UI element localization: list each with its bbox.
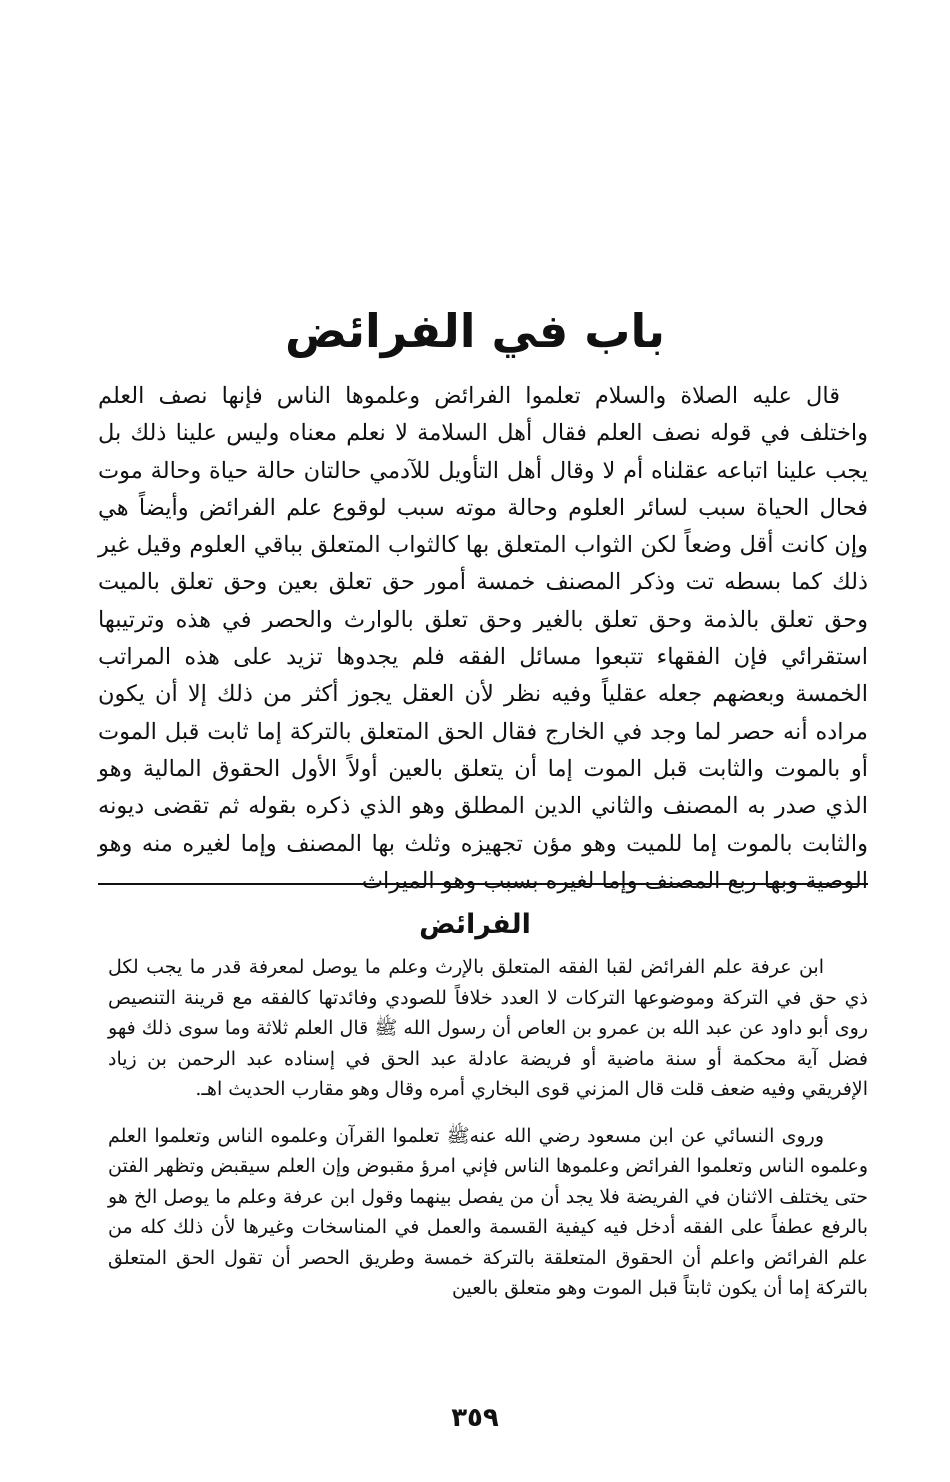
footnote-divider [98,883,868,885]
commentary-title: الفرائض [419,909,531,940]
commentary-paragraph: وروى النسائي عن ابن مسعود رضي الله عنهﷺ تعلموا القرآن وعلموه الناس وتعلموا العلم وعلموه الناس وتعلموا الفرائض وعلموها الناس فإني امرؤ مقبوض وإن العلم سيقبض وتظهر الفتن حتى يختلف الاثنان في الفريضة فلا يجد أن من يفصل بينهما وقول ابن عرفة وعلم ما يوصل الخ هو بالرفع عطفاً على الفقه أدخل فيه كيفية القسمة والعمل في المناسخات وغيرها لأن ذلك كله من علم الفرائض واعلم أن الحقوق المتعلقة بالتركة خمسة وطريق الحصر أن تقول الحق المتعلق بالتركة إما أن يكون ثابتاً قبل الموت وهو متعلق بالعين [108,1124,868,1299]
commentary-body [108,952,868,1320]
chapter-paragraph: قال عليه الصلاة والسلام تعلموا الفرائض وعلموها الناس فإنها نصف العلم واختلف في قوله نصف العلم فقال أهل السلامة لا نعلم معناه وليس علينا ذلك بل يجب علينا اتباعه عقلناه أم لا وقال أهل التأويل للآدمي حالتان حالة حياة وحالة موت فحال الحياة سبب لسائر العلوم وحالة موته سبب لوقوع علم الفرائض وأيضاً هي وإن كانت أقل وضعاً لكن الثواب المتعلق بها كالثواب المتعلق بباقي العلوم وقيل غير ذلك كما بسطه تت وذكر المصنف خمسة أمور حق تعلق بعين وحق تعلق بالميت وحق تعلق بالذمة وحق تعلق بالغير وحق تعلق بالوارث والحصر في هذه وترتيبها استقرائي فإن الفقهاء تتبعوا مسائل الفقه فلم يجدوها تزيد على هذه المراتب الخمسة وبعضهم جعله عقلياً وفيه نظر لأن العقل يجوز أكثر من ذلك إلا أن يكون مراده أنه حصر لما وجد في الخارج فقال الحق المتعلق بالتركة إما ثابت قبل الموت أو بالموت والثابت قبل الموت إما أن يتعلق بالعين أولاً الأول الحقوق المالية وهو الذي صدر به المصنف والثاني الدين المطلق وهو الذي ذكره بقوله ثم تقضى ديونه والثابت بالموت إما للميت وهو مؤن تجهيزه وثلث بها المصنف وإما لغيره منه وهو الوصية وبها ربع المصنف وإما لغيره بسبب وهو الميراث [98,383,868,894]
commentary-paragraph: ابن عرفة علم الفرائض لقبا الفقه المتعلق بالإرث وعلم ما يوصل لمعرفة قدر ما يجب لكل ذي حق في التركة وموضوعها التركات لا العدد خلافاً للصودي وفائدتها كالفقه مع قرينة التنصيص روى أبو داود عن عبد الله بن عمرو بن العاص أن رسول الله ﷺ قال العلم ثلاثة وما سوى ذلك فهو فضل آية محكمة أو سنة ماضية أو فريضة عادلة عبد الحق في إسناده عبد الرحمن بن زياد الإفريقي وفيه ضعف قلت قال المزني قوى البخاري أمره وقال وهو مقارب الحديث اهـ. [108,956,868,1100]
chapter-title: باب في الفرائض [284,304,666,358]
page-number: ٣٥٩ [451,1403,499,1433]
chapter-body [98,378,868,900]
